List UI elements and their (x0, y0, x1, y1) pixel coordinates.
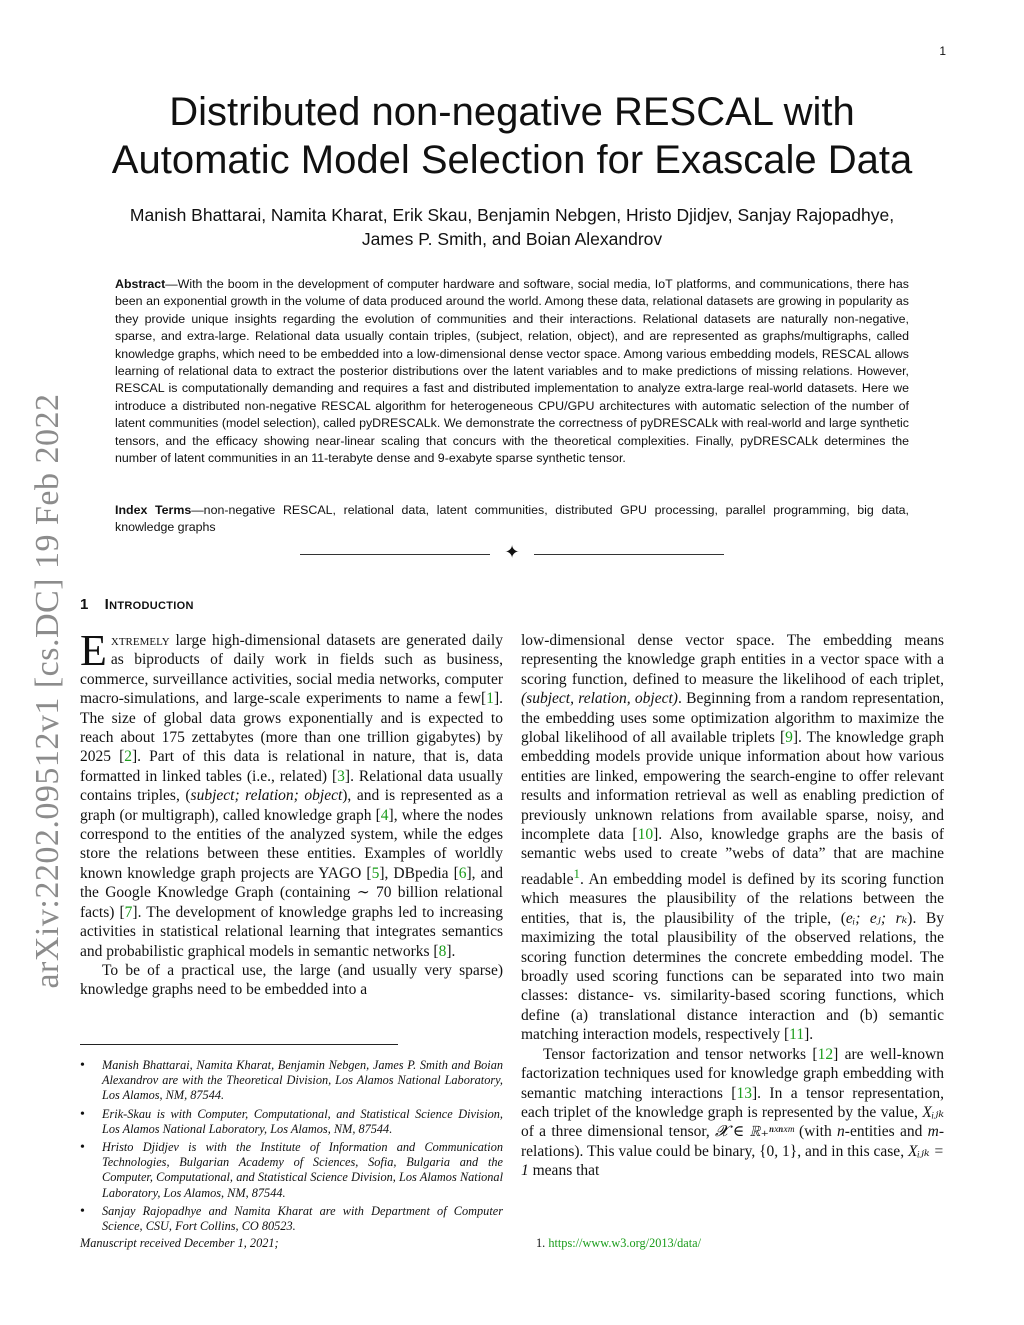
text-run: ], DBpedia [ (379, 864, 459, 882)
divider-line-right (534, 554, 724, 555)
manuscript-note: Manuscript received December 1, 2021; (80, 1236, 279, 1250)
citation-link[interactable]: 2 (124, 748, 133, 766)
intro-paragraph-1 (80, 626, 504, 961)
text-run: ]. The knowledge graph embedding models provide unique information about how various entities are linked, empowering the search-engine to offer relevant results and information retrieval as well as enabling prediction of previously unknown relations from available sparse, noisy, and incomplete data [ (521, 729, 944, 844)
math-inline: n (837, 1123, 845, 1141)
citation-link[interactable]: 10 (637, 826, 654, 844)
footnote-item: • Sanjay Rajopadhye and Namita Kharat are with Department of Computer Science, CSU, Fort Collins, CO 80523. (102, 1204, 503, 1234)
author-list (80, 203, 944, 251)
citation-link[interactable]: 4 (380, 806, 389, 824)
citation-link[interactable]: 7 (124, 903, 133, 921)
drop-cap: E (80, 626, 107, 675)
text-run: ]. (446, 942, 456, 960)
text-run: ). By maximizing the total plausibility of the observed relations, the scoring function determines the concrete embedding model. The broadly used scoring functions can be separated into two main classes: distance- vs. similarity-based scoring functions, which define (a) translational distance interaction and (b) semantic matching interaction models, respectively [ (521, 909, 944, 1044)
text-run: -entities and (844, 1123, 928, 1141)
math-inline: Xᵢⱼₖ (922, 1103, 944, 1121)
index-terms (115, 502, 909, 537)
section-title: Introduction (104, 596, 194, 613)
text-run: ), and is represented as a graph (or multigraph), called knowledge graph [ (80, 787, 504, 824)
citation-link[interactable]: 13 (736, 1084, 752, 1102)
math-inline: Xᵢⱼₖ = 1 (521, 1142, 944, 1180)
footnote-item: • Erik-Skau is with Computer, Computational, and Statistical Science Division, Los Alamos National Laboratory, Los Alamos, NM, 87544. (102, 1107, 503, 1137)
text-run: ]. Also, knowledge graphs are the basis of semantic webs used to create ”webs of data” that are machine readable (521, 826, 944, 889)
text-run: -relations). This value could be binary, (521, 1123, 945, 1160)
footnote-list (80, 1058, 503, 1234)
url-link[interactable]: https://www.w3.org/2013/data/ (548, 1236, 701, 1250)
arxiv-stamp: arXiv:2202.09512v1 [cs.DC] 19 Feb 2022 (29, 393, 66, 989)
intro-paragraph-4 (521, 1045, 944, 1181)
paper-title (80, 88, 944, 184)
footnote-marker[interactable]: 1 (573, 865, 580, 881)
index-terms-text: —non-negative RESCAL, relational data, latent communities, distributed GPU processing, parallel programming, big data, knowledge graphs (115, 503, 910, 535)
intro-paragraph-2: To be of a practical use, the large (and usually very sparse) knowledge graphs need to be embedded into a (80, 961, 503, 999)
text-run: , and in this case, (797, 1142, 908, 1160)
citation-link[interactable]: 8 (438, 942, 447, 960)
text-run: (with (793, 1123, 838, 1141)
text-run: low-dimensional dense vector space. The embedding means representing the knowledge graph entities in a vector space with a scoring function, defined to measure the likelihood of each triplet, (521, 632, 944, 688)
text-run: ], and the Google Knowledge Graph (containing ∼ 70 billion relational facts) [ (80, 864, 504, 921)
url-footnote (536, 1236, 701, 1251)
text-run: ]. Relational data usually contains triples, ( (80, 767, 503, 805)
authors-line-2: James P. Smith, and Boian Alexandrov (361, 229, 663, 249)
intro-paragraph-3 (521, 631, 944, 1045)
right-column (521, 631, 944, 1181)
text-run: ]. (804, 1026, 814, 1044)
url-footnote-number: 1. (536, 1236, 546, 1250)
text-run: large high-dimensional datasets are generated daily as biproducts of daily work in fields such as business, commerce, surveillance activities, social media networks, computer macro-simulations, and large-scale experiments to name a few[ (80, 632, 503, 708)
citation-link[interactable]: 11 (789, 1026, 805, 1044)
text-run: ]. The size of global data grows exponentially and is expected to reach about 175 zettabytes (more than one trillion gigabytes) by 2025 [ (80, 690, 503, 766)
text-run: of a three dimensional tensor, (521, 1123, 716, 1141)
citation-link[interactable]: 9 (785, 729, 793, 747)
left-column (80, 626, 504, 1000)
affiliation-footnotes (80, 1058, 503, 1237)
footnote-item: • Hristo Djidjev is with the Institute of Information and Communication Technologies, Bulgarian Academy of Sciences, Sofia, Bulgaria and the Computer, Computational, and Statistical Science Division, Los Alamos National Laboratory, Los Alamos, NM, 87544. (102, 1140, 503, 1201)
citation-link[interactable]: 1 (486, 690, 494, 708)
authors-line-1: Manish Bhattarai, Namita Kharat, Erik Skau, Benjamin Nebgen, Hristo Djidjev, Sanjay Rajopadhye, (129, 205, 895, 225)
section-divider (300, 542, 724, 565)
citation-link[interactable]: 12 (817, 1045, 834, 1063)
footnote-rule (80, 1044, 398, 1045)
math-inline: eᵢ; eⱼ; rₖ (845, 909, 908, 927)
abstract-text: —With the boom in the development of computer hardware and software, social media, IoT platforms, and communications, there has been an exponential growth in the volume of data produced around the world. Among these data, relational datasets are growing in popularity as they provide unique insights regarding the evolution of communities and their interactions. Relational datasets are naturally non-negative, sparse, and extra-large. Relational data usually contain triples, (subject, relation, object), and are represented as graphs/multigraphs, called knowledge graphs, which need to be embedded into a low-dimensional dense vector space. Among various embedding models, RESCAL allows learning of relational data to extract the posterior distributions over the latent variables and to make predictions of missing relations. However, RESCAL is computationally demanding and requires a fast and distributed implementation to analyze extra-large real-world datasets. Here we introduce a distributed non-negative RESCAL algorithm for heterogeneous CPU/GPU architectures with automatic selection of the number of latent communities (model selection), called pyDRESCALk. We demonstrate the correctness of pyDRESCALk with real-world and large synthetic tensors, and the efficacy showing near-linear scaling that concurs with the theoretical complexities. Finally, pyDRESCALk determines the number of latent communities in an 11-terabyte dense and 9-exabyte sparse synthetic tensor. (115, 277, 909, 466)
text-run: . An embedding model is defined by its scoring function which measures the plausibility of the relations between the entities, that is, the plausibility of the triple, ( (521, 871, 944, 927)
footnote-item: • Manish Bhattarai, Namita Kharat, Benjamin Nebgen, James P. Smith and Boian Alexandrov are with the Theoretical Division, Los Alamos National Laboratory, Los Alamos, NM, 87544. (102, 1058, 503, 1104)
drop-cap-smallcaps: xtremely (110, 632, 170, 649)
title-line-2: Automatic Model Selection for Exascale Data (111, 138, 913, 182)
page-number: 1 (939, 44, 946, 58)
text-run: ]. Part of this data is relational in nature, that is, data formatted in linked tables (i.e., related) [ (80, 748, 503, 785)
math-inline: 𝓧 ∈ ℝ₊ⁿˣⁿˣᵐ (715, 1123, 794, 1141)
text-run: ]. In a tensor representation, each triplet of the knowledge graph is represented by the value, (521, 1084, 944, 1121)
section-heading (80, 596, 194, 613)
text-run-italic: subject; relation; object (190, 787, 343, 805)
abstract (115, 276, 909, 467)
citation-link[interactable]: 3 (337, 767, 345, 785)
citation-link[interactable]: 6 (458, 864, 467, 882)
text-run: . Beginning from a random representation, the embedding uses some optimization algorithm to maximize the global likelihood of all available triplets [ (521, 690, 945, 747)
section-number: 1 (80, 596, 89, 613)
abstract-label: Abstract (115, 277, 166, 291)
text-run: Tensor factorization and tensor networks [ (543, 1045, 818, 1063)
text-run: ]. The development of knowledge graphs led to increasing activities in statistical relational learning that integrates semantics and probabilistic graphical models in semantic networks [ (80, 903, 503, 960)
text-run: ] are well-known factorization techniques used for knowledge graph embedding with semantic matching interactions [ (521, 1045, 944, 1102)
text-run: ], where the nodes correspond to the entities of the analyzed system, while the edges store the relations between these entities. Examples of worldly known knowledge graph projects are YAGO [ (80, 806, 503, 882)
text-run-italic: (subject, relation, object) (521, 690, 678, 708)
text-run: means that (528, 1162, 600, 1180)
math-inline: m (927, 1123, 939, 1141)
divider-star-icon: ✦ (504, 542, 520, 562)
index-terms-label: Index Terms (115, 503, 192, 517)
math-inline: {0, 1} (759, 1142, 798, 1160)
title-line-1: Distributed non-negative RESCAL with (169, 90, 855, 134)
citation-link[interactable]: 5 (371, 864, 380, 882)
